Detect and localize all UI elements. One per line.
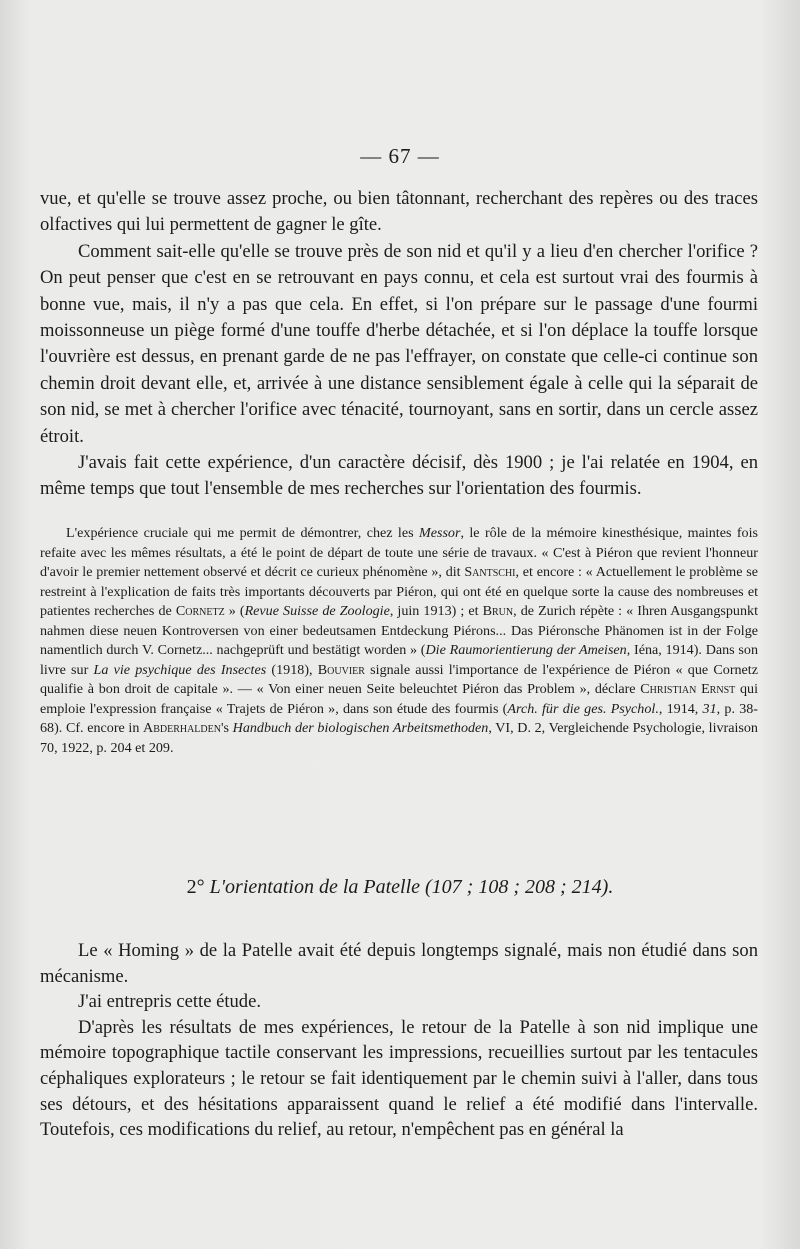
paragraph-continuation: vue, et qu'elle se trouve assez proche, ou bien tâtonnant, recherchant des repères ou des traces olfactives qui lui permettent de gagner le gîte.: [40, 188, 758, 236]
page-number: — 67 —: [360, 144, 440, 168]
upper-text-block: [40, 186, 758, 503]
paragraph-results: D'après les résultats de mes expériences, le retour de la Patelle à son nid implique une mémoire topographique tactile conservant les impressions, recueillies surtout par les tentacules céphaliques explorateurs ; le retour se fait identiquement par le chemin suivi à l'aller, dans tous ses détours, et des hésitations apparaissent quand le relief a été modifié dans l'intervalle. Toutefois, ces modifications du relief, au retour, n'empêchent pas en général la: [40, 1016, 758, 1141]
paragraph-experience: J'avais fait cette expérience, d'un caractère décisif, dès 1900 ; je l'ai relatée en 1904, en même temps que tout l'ensemble de mes recherches sur l'orientation des fourmis.: [40, 452, 758, 500]
section-heading: 2° L'orientation de la Patelle (107 ; 108 ; 208 ; 214).: [186, 876, 614, 898]
paragraph-study: J'ai entrepris cette étude.: [78, 991, 262, 1013]
footnote-paragraph: L'expérience cruciale qui me permit de démontrer, chez les Messor, le rôle de la mémoire kinesthésique, maintes fois refaite avec les mêmes résultats, a été le point de départ de toute une série de travaux. « C'est à Piéron que revient l'honneur d'avoir le premier nettement observé et décrit ce curieux phénomène », dit Santschi, et encore : « Actuellement le problème se restreint à l'explication de faits très importants découverts par Piéron, qui ont été en quelque sorte la cause des nombreuses et patientes recherches de Cornetz » (Revue Suisse de Zoologie, juin 1913) ; et Brun, de Zurich répète : « Ihren Ausgangspunkt nahmen diese neuen Kontroversen von einer bedeutsamen Entdeckung Piérons... Das Piéronsche Phänomen ist in der Folge namentlich durch V. Cornetz... nachgeprüft und bestätigt worden » (Die Raumorientierung der Ameisen, Iéna, 1914). Dans son livre sur La vie psychique des Insectes (1918), Bouvier signale aussi l'importance de l'expérience de Piéron « que Cornetz qualifie à bon droit de capitale ». — « Von einer neuen Seite beleuchtet Piéron das Problem », déclare Christian Ernst qui emploie l'expression française « Trajets de Piéron », dans son étude des fourmis (Arch. für die ges. Psychol., 1914, 31, p. 38-68). Cf. encore in Abderhalden's Handbuch der biologischen Arbeitsmethoden, VI, D. 2, Vergleichende Psychologie, livraison 70, 1922, p. 204 et 209.: [40, 525, 758, 756]
footnote-block: [40, 524, 758, 758]
lower-text-block: [40, 938, 758, 1143]
paragraph-orifice: Comment sait-elle qu'elle se trouve près de son nid et qu'il y a lieu d'en chercher l'orifice ? On peut penser que c'est en se retrouvant en pays connu, et cela est surtout vrai des fourmis à bonne vue, mais, il n'y a pas que cela. En effet, si l'on prépare sur le passage d'une fourmi moissonneuse un piège formé d'une touffe d'herbe détachée, et si l'on déplace la touffe lorsque l'ouvrière est dessus, en prenant garde de ne pas l'effrayer, on constate que celle-ci continue son chemin droit devant elle, et, arrivée à une distance sensiblement égale à celle qui la séparait de son nid, se met à chercher l'orifice avec ténacité, tournoyant, sans en sortir, dans un cercle assez étroit.: [40, 240, 758, 447]
paragraph-homing: Le « Homing » de la Patelle avait été depuis longtemps signalé, mais non étudié dans son mécanisme.: [40, 940, 758, 987]
